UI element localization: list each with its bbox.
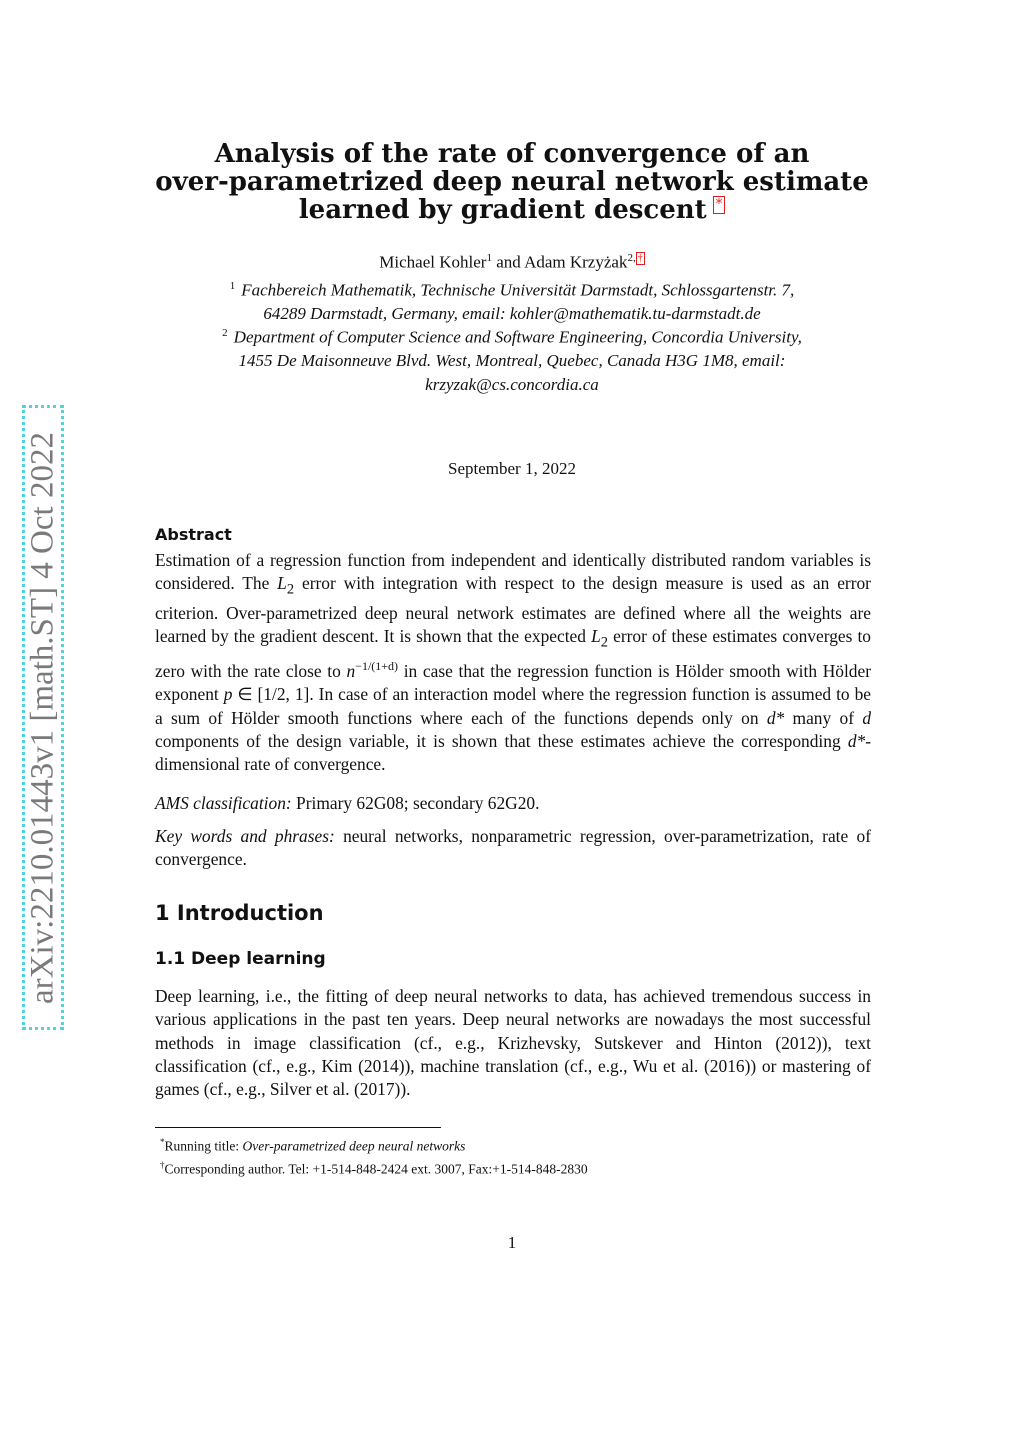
paper-date: September 1, 2022 [448,459,576,478]
corresponding-footnote-link[interactable]: † [637,253,643,264]
title-line: Analysis of the rate of convergence of an [214,139,810,169]
title-line: learned by gradient descent [298,195,707,225]
footnote-rule [155,1127,441,1128]
author-and: and [491,252,525,272]
affil-line: krzyzak@cs.concordia.ca [425,374,599,394]
title-footnote-link[interactable]: * [713,196,726,214]
section-heading: 1 Introduction [155,901,324,925]
affil-sup: 2 [222,327,228,339]
authors [150,252,874,273]
title-line: over-parametrized deep neural network estimate [155,167,869,197]
keywords [155,825,871,872]
affil-line: 1455 De Maisonneuve Blvd. West, Montreal, Quebec, Canada H3G 1M8, email: [238,351,786,371]
keywords-value: neural networks, nonparametric regression, over-parametrization, rate of convergence. [155,826,871,870]
abstract-text: Estimation of a regression function from independent and identically distributed random variables is considered. The $L_2$ error with integration with respect to the design measure is used as an error criterion. Over-parametrized deep neural network estimates are defined where all the weights are learned by the gradient descent. It is shown that the expected $L_2$ error of these estimates converges to zero with the rate close to $n^{-1/(1+d)}$ in case that the regression function is Hölder smooth with Hölder exponent p ∈ [1/2, 1]. In case of an interaction model where the regression function is assumed to be a sum of Hölder smooth functions where each of the functions depends only on d* many of d components of the design variable, it is shown that these estimates achieve the corresponding d*-dimensional rate of convergence. [155,550,872,775]
affil-line: Fachbereich Mathematik, Technische Universität Darmstadt, Schlossgartenstr. 7, [241,280,795,300]
author-affil-sup: 2, [627,252,636,264]
arxiv-stamp[interactable] [22,405,64,1030]
keywords-label: Key words and phrases: [155,826,335,846]
ams-classification [155,792,871,815]
title-line-with-mark [150,196,874,224]
abstract-heading: Abstract [155,525,232,544]
subsection-heading: 1.1 Deep learning [155,949,326,969]
affil-sup: 1 [229,280,236,292]
affil-line: Department of Computer Science and Software Engineering, Concordia University, [233,327,802,347]
footnotes [160,1133,588,1178]
paper-title [150,140,874,224]
affiliation-1 [150,275,874,326]
affiliation-2 [150,322,874,396]
author-name: Michael Kohler [379,252,487,272]
ams-value: Primary 62G08; secondary 62G20. [291,793,540,813]
intro-paragraph: Deep learning, i.e., the fitting of deep neural networks to data, has achieved tremendous success in various applications in the past ten years. Deep neural networks are nowadays the most successful methods in image classification (cf., e.g., Krizhevsky, Sutskever and Hinton (2012)), text classification (cf., e.g., Kim (2014)), machine translation (cf., e.g., Wu et al. (2016)) or mastering of games (cf., e.g., Silver et al. (2017)). [155,986,871,1100]
author-affil-sup: 1 [486,252,492,264]
page-number: 1 [507,1233,517,1252]
author-name: Adam Krzyżak [524,252,628,272]
arxiv-id: arXiv:2210.01443v1 [math.ST] 4 Oct 2022 [24,431,61,1004]
ams-label: AMS classification: [155,793,292,813]
footnote-item: *Running title: Over-parametrized deep neural networks [160,1137,466,1154]
footnote-item: †Corresponding author. Tel: +1-514-848-2424 ext. 3007, Fax:+1-514-848-2830 [160,1159,588,1176]
affil-line: 64289 Darmstadt, Germany, email: kohler@mathematik.tu-darmstadt.de [263,304,761,324]
